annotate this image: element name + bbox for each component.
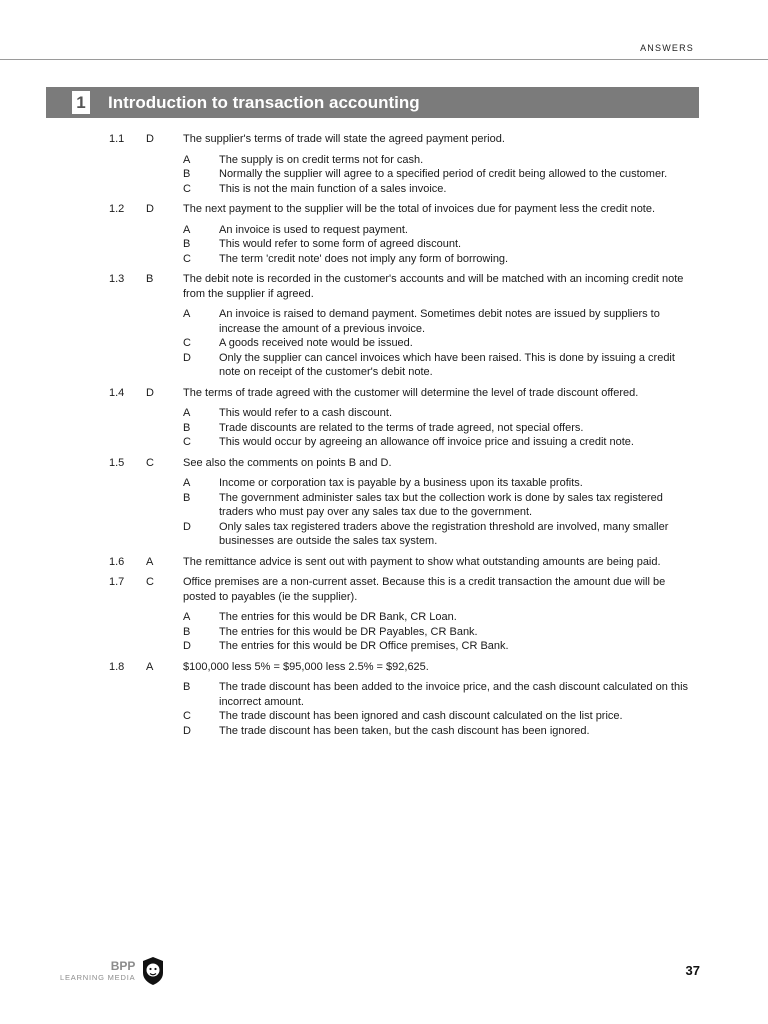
question-block (0, 202, 768, 266)
answer-letter: C (146, 576, 154, 588)
question-number: 1.7 (109, 576, 125, 588)
option-explanation: An invoice is raised to demand payment. Sometimes debit notes are issued by suppliers to increase the amount of a previous invoice. (219, 308, 660, 335)
answers-list (0, 132, 768, 744)
option-explanation: The supply is on credit terms not for cash. (219, 153, 424, 166)
chapter-number: 1 (72, 91, 90, 114)
option-letter: B (183, 238, 191, 250)
option-letter: C (183, 337, 191, 349)
answer-explanation: $100,000 less 5% = $95,000 less 2.5% = $92,625. (183, 660, 429, 673)
option-row (0, 625, 768, 640)
option-letter: C (183, 710, 191, 722)
question-block (0, 660, 768, 739)
option-explanation: Normally the supplier will agree to a specified period of credit being allowed to the customer. (219, 168, 668, 180)
question-number: 1.6 (109, 555, 125, 568)
page-number: 37 (685, 963, 700, 978)
option-explanation: The entries for this would be DR Bank, CR Loan. (219, 611, 457, 623)
option-row (0, 639, 768, 654)
option-letter: A (183, 153, 191, 166)
answer-explanation: Office premises are a non-current asset. Because this is a credit transaction the amount due will be posted to payables (ie the supplier). (183, 576, 666, 603)
question-number: 1.5 (109, 456, 125, 469)
option-explanation: A goods received note would be issued. (219, 337, 413, 349)
option-explanation: This would occur by agreeing an allowance off invoice price and issuing a credit note. (219, 436, 634, 448)
option-letter: A (183, 477, 191, 489)
option-row (0, 520, 768, 549)
option-letter: C (183, 436, 191, 448)
question-number: 1.2 (109, 203, 125, 215)
question-row (0, 660, 768, 675)
question-row (0, 202, 768, 217)
option-explanation: Only the supplier can cancel invoices which have been raised. This is done by issuing a credit note on receipt of the customer's debit note. (219, 351, 675, 378)
publisher-logo (60, 956, 165, 986)
option-row (0, 252, 768, 267)
question-row (0, 132, 768, 147)
option-explanation: Income or corporation tax is payable by a business upon its taxable profits. (219, 477, 583, 489)
option-explanation: The entries for this would be DR Payables, CR Bank. (219, 625, 478, 638)
option-letter: B (183, 681, 191, 693)
option-explanation: This would refer to a cash discount. (219, 407, 393, 419)
option-explanation: The trade discount has been taken, but the cash discount has been ignored. (219, 724, 590, 737)
option-explanation: The trade discount has been ignored and cash discount calculated on the list price. (219, 710, 623, 722)
option-row (0, 223, 768, 238)
question-number: 1.4 (109, 386, 125, 399)
answer-letter: D (146, 386, 154, 399)
option-row (0, 491, 768, 520)
option-row (0, 237, 768, 252)
answer-explanation: The debit note is recorded in the customer's accounts and will be matched with an incoming credit note from the supplier if agreed. (183, 273, 684, 300)
answer-explanation: The supplier's terms of trade will state the agreed payment period. (183, 133, 505, 145)
option-row (0, 167, 768, 182)
question-row (0, 386, 768, 401)
option-letter: C (183, 182, 191, 195)
option-letter: B (183, 491, 191, 504)
header-divider (0, 59, 768, 60)
question-number: 1.8 (109, 660, 125, 673)
option-explanation: This would refer to some form of agreed discount. (219, 238, 462, 250)
question-block (0, 132, 768, 196)
option-row (0, 153, 768, 168)
option-letter: A (183, 407, 191, 419)
question-block (0, 272, 768, 380)
question-block (0, 555, 768, 570)
answer-letter: D (146, 203, 154, 215)
option-row (0, 421, 768, 436)
option-explanation: This is not the main function of a sales invoice. (219, 182, 447, 195)
option-row (0, 476, 768, 491)
option-letter: B (183, 421, 191, 434)
chapter-title: Introduction to transaction accounting (108, 92, 420, 112)
option-explanation: An invoice is used to request payment. (219, 223, 408, 236)
option-row (0, 724, 768, 739)
option-letter: C (183, 252, 191, 265)
answer-letter: D (146, 133, 154, 145)
answer-letter: B (146, 273, 154, 285)
option-explanation: The trade discount has been added to the invoice price, and the cash discount calculated on this incorrect amount. (219, 681, 689, 708)
answer-explanation: The remittance advice is sent out with payment to show what outstanding amounts are being paid. (183, 555, 661, 568)
answer-letter: A (146, 555, 154, 568)
option-letter: A (183, 308, 191, 320)
answer-explanation: The terms of trade agreed with the customer will determine the level of trade discount offered. (183, 386, 639, 399)
question-row (0, 575, 768, 604)
question-row (0, 456, 768, 471)
answer-explanation: See also the comments on points B and D. (183, 456, 392, 469)
option-letter: D (183, 351, 191, 364)
option-explanation: The government administer sales tax but the collection work is done by sales tax registered traders who must pay over any sales tax due to the government. (219, 491, 663, 518)
option-row (0, 406, 768, 421)
option-row (0, 435, 768, 450)
option-row (0, 680, 768, 709)
question-block (0, 456, 768, 549)
question-block (0, 386, 768, 450)
option-letter: B (183, 625, 191, 638)
option-row (0, 351, 768, 380)
option-row (0, 610, 768, 625)
option-row (0, 307, 768, 336)
option-letter: D (183, 724, 191, 737)
answer-letter: C (146, 456, 154, 469)
question-number: 1.1 (109, 133, 125, 145)
logo-subtitle: LEARNING MEDIA (60, 972, 136, 982)
option-letter: D (183, 640, 191, 652)
option-letter: D (183, 520, 191, 533)
option-letter: A (183, 611, 191, 623)
answer-letter: A (146, 660, 154, 673)
option-explanation: The entries for this would be DR Office premises, CR Bank. (219, 640, 509, 652)
option-row (0, 709, 768, 724)
chapter-heading-bar (46, 87, 699, 118)
option-row (0, 182, 768, 197)
option-explanation: The term 'credit note' does not imply any form of borrowing. (219, 252, 509, 265)
option-explanation: Only sales tax registered traders above the registration threshold are involved, many smaller businesses are outside the sales tax system. (219, 520, 669, 547)
question-number: 1.3 (109, 273, 125, 285)
answer-explanation: The next payment to the supplier will be the total of invoices due for payment less the credit note. (183, 203, 656, 215)
option-row (0, 336, 768, 351)
logo-brand: BPP (110, 958, 136, 973)
option-letter: A (183, 223, 191, 236)
question-block (0, 575, 768, 654)
option-letter: B (183, 168, 191, 180)
question-row (0, 272, 768, 301)
question-row (0, 555, 768, 570)
lion-icon (141, 956, 165, 986)
option-explanation: Trade discounts are related to the terms of trade agreed, not special offers. (219, 421, 584, 434)
running-head: ANSWERS (640, 43, 694, 53)
